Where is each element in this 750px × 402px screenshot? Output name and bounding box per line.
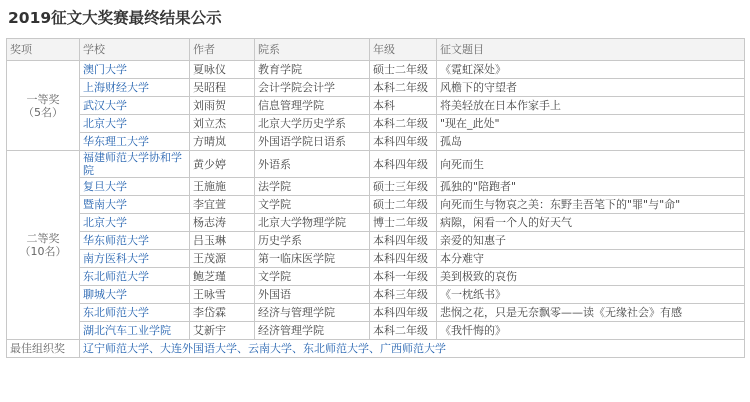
essay-title-cell: 孤岛 [437, 133, 745, 151]
author-cell: 刘立杰 [190, 115, 255, 133]
grade-cell: 本科一年级 [370, 268, 437, 286]
table-row [7, 304, 745, 322]
author-cell: 王咏雪 [190, 286, 255, 304]
grade-cell: 本科四年级 [370, 232, 437, 250]
grade-cell: 博士二年级 [370, 214, 437, 232]
department-cell: 法学院 [255, 178, 370, 196]
school-cell: 湖北汽车工业学院 [80, 322, 190, 340]
author-cell: 王茂源 [190, 250, 255, 268]
table-row [7, 178, 745, 196]
best-organization-schools: 辽宁师范大学、大连外国语大学、云南大学、东北师范大学、广西师范大学 [80, 340, 745, 358]
school-cell: 北京大学 [80, 214, 190, 232]
department-cell: 历史学系 [255, 232, 370, 250]
grade-cell: 硕士二年级 [370, 196, 437, 214]
header-author: 作者 [190, 39, 255, 61]
school-cell: 聊城大学 [80, 286, 190, 304]
school-cell: 武汉大学 [80, 97, 190, 115]
department-cell: 会计学院会计学 [255, 79, 370, 97]
essay-title-cell: 美到极致的哀伤 [437, 268, 745, 286]
grade-cell: 本科四年级 [370, 151, 437, 178]
author-cell: 刘雨贺 [190, 97, 255, 115]
department-cell: 文学院 [255, 196, 370, 214]
author-cell: 吴昭程 [190, 79, 255, 97]
table-row [7, 268, 745, 286]
author-cell: 吕玉琳 [190, 232, 255, 250]
school-cell: 华东师范大学 [80, 232, 190, 250]
essay-title-cell: 向死而生 [437, 151, 745, 178]
author-cell: 黄少婷 [190, 151, 255, 178]
department-cell: 北京大学物理学院 [255, 214, 370, 232]
award-second-prize [7, 151, 80, 340]
header-essay-title: 征文题目 [437, 39, 745, 61]
grade-cell: 本科四年级 [370, 250, 437, 268]
table-row [7, 115, 745, 133]
award-first-prize [7, 61, 80, 151]
department-cell: 文学院 [255, 268, 370, 286]
grade-cell: 本科二年级 [370, 322, 437, 340]
table-row [7, 79, 745, 97]
author-cell: 鲍芝瑾 [190, 268, 255, 286]
award-name: 一等奖 [26, 92, 60, 106]
department-cell: 外国语学院日语系 [255, 133, 370, 151]
school-cell: 暨南大学 [80, 196, 190, 214]
header-grade: 年级 [370, 39, 437, 61]
award-count: （10名） [19, 245, 67, 258]
author-cell: 李宜萱 [190, 196, 255, 214]
school-cell: 北京大学 [80, 115, 190, 133]
department-cell: 第一临床医学院 [255, 250, 370, 268]
essay-title-cell: "现在_此处" [437, 115, 745, 133]
department-cell: 信息管理学院 [255, 97, 370, 115]
school-cell: 南方医科大学 [80, 250, 190, 268]
department-cell: 经济与管理学院 [255, 304, 370, 322]
table-row [7, 196, 745, 214]
grade-cell: 本科四年级 [370, 304, 437, 322]
department-cell: 外国语 [255, 286, 370, 304]
table-row [7, 61, 745, 79]
essay-title-cell: 《我忏悔的》 [437, 322, 745, 340]
author-cell: 王施施 [190, 178, 255, 196]
grade-cell: 本科四年级 [370, 133, 437, 151]
school-cell: 东北师范大学 [80, 304, 190, 322]
table-row [7, 97, 745, 115]
author-cell: 杨志涛 [190, 214, 255, 232]
department-cell: 教育学院 [255, 61, 370, 79]
award-count: （5名） [23, 105, 63, 119]
essay-title-cell: 亲爱的知惠子 [437, 232, 745, 250]
school-cell: 华东理工大学 [80, 133, 190, 151]
school-cell: 澳门大学 [80, 61, 190, 79]
essay-title-cell: 《霓虹深处》 [437, 61, 745, 79]
table-row [7, 214, 745, 232]
grade-cell: 本科二年级 [370, 79, 437, 97]
author-cell: 艾新宇 [190, 322, 255, 340]
school-cell: 福建师范大学协和学院 [80, 151, 190, 178]
essay-title-cell: 本分难守 [437, 250, 745, 268]
author-cell: 方晴岚 [190, 133, 255, 151]
essay-title-cell: 向死而生与物哀之美：东野圭吾笔下的"罪"与"命" [437, 196, 745, 214]
award-best-organization: 最佳组织奖 [7, 340, 80, 358]
table-row [7, 340, 745, 358]
author-cell: 夏咏仪 [190, 61, 255, 79]
essay-title-cell: 悲悯之花，只是无奈飘零——读《无缘社会》有感 [437, 304, 745, 322]
essay-title-cell: 风檐下的守望者 [437, 79, 745, 97]
grade-cell: 本科二年级 [370, 115, 437, 133]
header-school: 学校 [80, 39, 190, 61]
essay-title-cell: 病隙，闲看一个人的好天气 [437, 214, 745, 232]
grade-cell: 硕士二年级 [370, 61, 437, 79]
school-cell: 复旦大学 [80, 178, 190, 196]
author-cell: 李岱霖 [190, 304, 255, 322]
table-row [7, 151, 745, 178]
table-row [7, 232, 745, 250]
department-cell: 北京大学历史学系 [255, 115, 370, 133]
department-cell: 外语系 [255, 151, 370, 178]
table-row [7, 250, 745, 268]
school-cell: 上海财经大学 [80, 79, 190, 97]
award-name: 二等奖 [26, 232, 60, 245]
results-table [6, 38, 745, 358]
header-award: 奖项 [7, 39, 80, 61]
table-row [7, 133, 745, 151]
grade-cell: 本科 [370, 97, 437, 115]
header-department: 院系 [255, 39, 370, 61]
essay-title-cell: 孤独的"陪跑者" [437, 178, 745, 196]
essay-title-cell: 《一枕纸书》 [437, 286, 745, 304]
school-cell: 东北师范大学 [80, 268, 190, 286]
grade-cell: 硕士三年级 [370, 178, 437, 196]
table-header-row [7, 39, 745, 61]
essay-title-cell: 将美轻放在日本作家手上 [437, 97, 745, 115]
grade-cell: 本科三年级 [370, 286, 437, 304]
department-cell: 经济管理学院 [255, 322, 370, 340]
page-title: 2019征文大奖赛最终结果公示 [8, 9, 222, 27]
table-row [7, 286, 745, 304]
table-row [7, 322, 745, 340]
